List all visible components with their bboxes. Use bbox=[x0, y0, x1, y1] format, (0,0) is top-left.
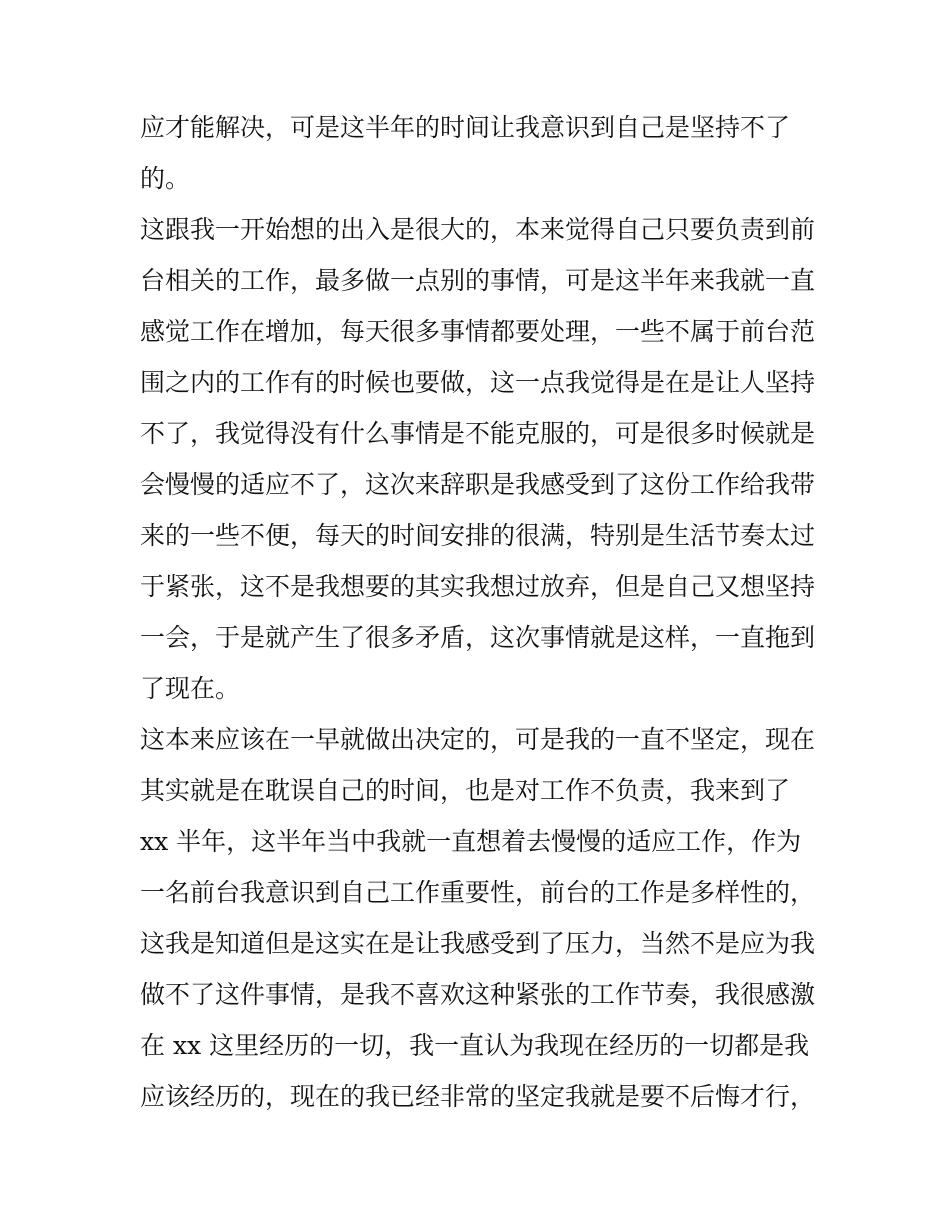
text-line: 了现在。 bbox=[140, 674, 241, 703]
text-line: 这我是知道但是这实在是让我感受到了压力，当然不是应为我 bbox=[140, 929, 816, 958]
document-body bbox=[140, 102, 820, 1122]
text-line: xx 半年，这半年当中我就一直想着去慢慢的适应工作，作为 bbox=[140, 827, 802, 856]
text-line: 一会，于是就产生了很多矛盾，这次事情就是这样，一直拖到 bbox=[140, 623, 816, 652]
text-line: 围之内的工作有的时候也要做，这一点我觉得是在是让人坚持 bbox=[140, 368, 816, 397]
text-line: 不了，我觉得没有什么事情是不能克服的，可是很多时候就是 bbox=[140, 419, 816, 448]
text-line: 其实就是在耽误自己的时间，也是对工作不负责，我来到了 bbox=[140, 776, 791, 805]
text-line: 这跟我一开始想的出入是很大的，本来觉得自己只要负责到前 bbox=[140, 215, 816, 244]
text-line: 这本来应该在一早就做出决定的，可是我的一直不坚定，现在 bbox=[140, 725, 816, 754]
text-line: 一名前台我意识到自己工作重要性，前台的工作是多样性的， bbox=[140, 878, 816, 907]
text-line: 会慢慢的适应不了，这次来辞职是我感受到了这份工作给我带 bbox=[140, 470, 816, 499]
text-line: 的。 bbox=[140, 164, 191, 193]
text-line: 应该经历的，现在的我已经非常的坚定我就是要不后悔才行， bbox=[140, 1082, 816, 1111]
text-line: 做不了这件事情，是我不喜欢这种紧张的工作节奏，我很感激 bbox=[140, 980, 816, 1009]
text-line: 来的一些不便，每天的时间安排的很满，特别是生活节奏太过 bbox=[140, 521, 816, 550]
text-line: 于紧张，这不是我想要的其实我想过放弃，但是自己又想坚持 bbox=[140, 572, 816, 601]
text-line: 感觉工作在增加，每天很多事情都要处理，一些不属于前台范 bbox=[140, 317, 816, 346]
text-line: 台相关的工作，最多做一点别的事情，可是这半年来我就一直 bbox=[140, 266, 816, 295]
text-line: 应才能解决，可是这半年的时间让我意识到自己是坚持不了 bbox=[140, 113, 791, 142]
text-line: 在 xx 这里经历的一切，我一直认为我现在经历的一切都是我 bbox=[140, 1031, 810, 1060]
